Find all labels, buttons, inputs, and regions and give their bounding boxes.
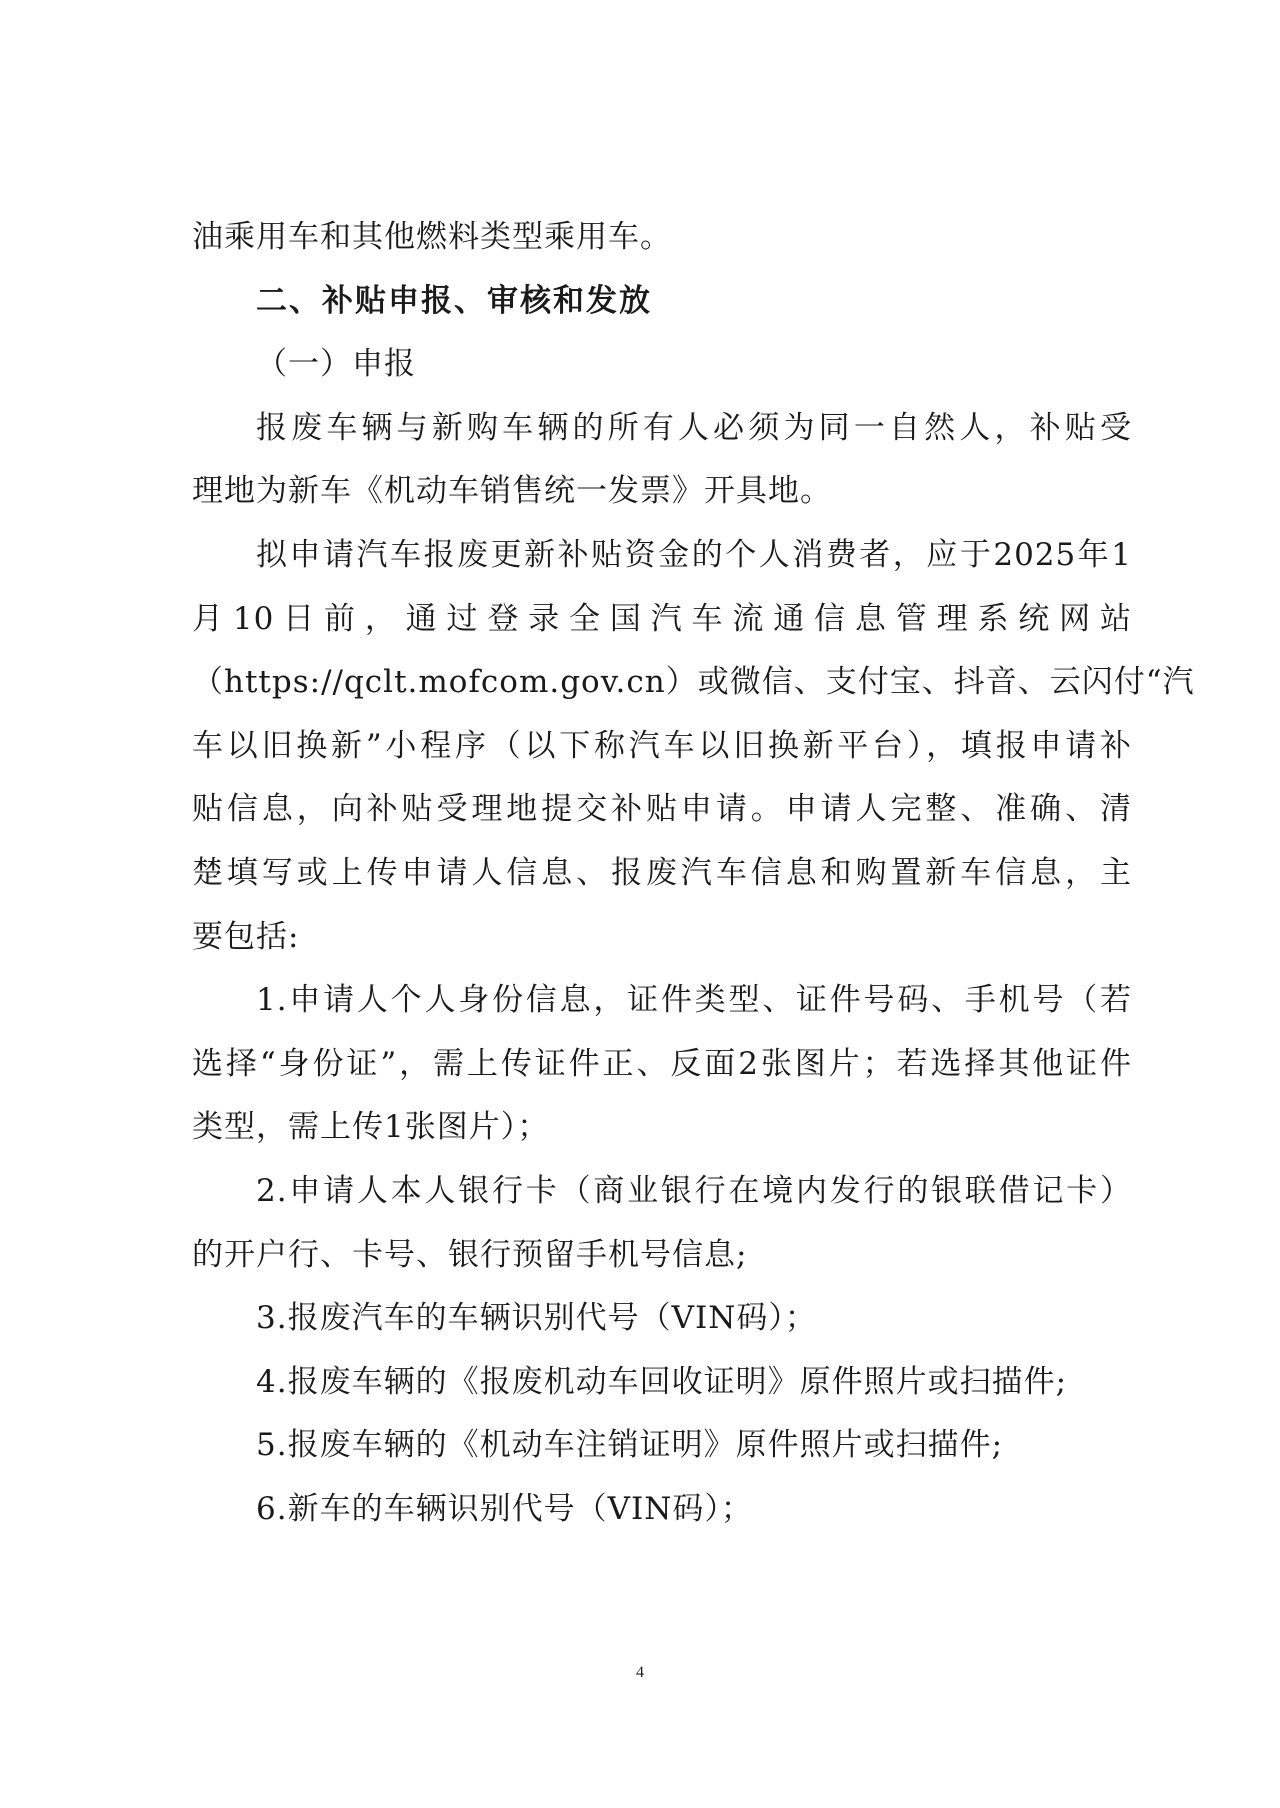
text-line: 拟申请汽车报废更新补贴资金的个人消费者，应于2025年1: [256, 536, 1132, 573]
text-line: （https://qclt.mofcom.gov.cn）或微信、支付宝、抖音、云闪付“汽: [192, 664, 1195, 701]
text-line: 类型，需上传1张图片）；: [192, 1109, 550, 1146]
text-line: 理地为新车《机动车销售统一发票》开具地。: [192, 473, 832, 510]
list-item: 6.新车的车辆识别代号（VIN码）；: [256, 1490, 753, 1527]
text-line: 的开户行、卡号、银行预留手机号信息;: [192, 1236, 748, 1273]
subsection-heading: （一）申报: [256, 346, 416, 383]
text-line: 贴信息，向补贴受理地提交补贴申请。申请人完整、准确、清: [192, 791, 1132, 828]
text-line: 报废车辆与新购车辆的所有人必须为同一自然人，补贴受: [256, 409, 1132, 446]
list-item: 3.报废汽车的车辆识别代号（VIN码）；: [256, 1300, 817, 1337]
text-line: 油乘用车和其他燃料类型乘用车。: [192, 219, 672, 255]
text-line: 要包括:: [192, 918, 300, 955]
text-line: 选择“身份证”，需上传证件正、反面2张图片；若选择其他证件: [192, 1045, 1132, 1082]
text-line: 月10日前，通过登录全国汽车流通信息管理系统网站: [192, 600, 1132, 637]
text-line: 车以旧换新”小程序（以下称汽车以旧换新平台），填报申请补: [192, 727, 1132, 764]
list-item: 2.申请人本人银行卡（商业银行在境内发行的银联借记卡）: [256, 1172, 1132, 1209]
list-item: 4.报废车辆的《报废机动车回收证明》原件照片或扫描件;: [256, 1363, 1068, 1400]
list-item: 1.申请人个人身份信息，证件类型、证件号码、手机号（若: [256, 982, 1132, 1019]
body-text: [192, 206, 1195, 1541]
section-heading: 二、补贴申报、审核和发放: [256, 282, 652, 319]
text-line: 楚填写或上传申请人信息、报废汽车信息和购置新车信息，主: [192, 854, 1132, 891]
list-item: 5.报废车辆的《机动车注销证明》原件照片或扫描件;: [256, 1427, 1004, 1464]
page-number: 4: [636, 1664, 644, 1681]
